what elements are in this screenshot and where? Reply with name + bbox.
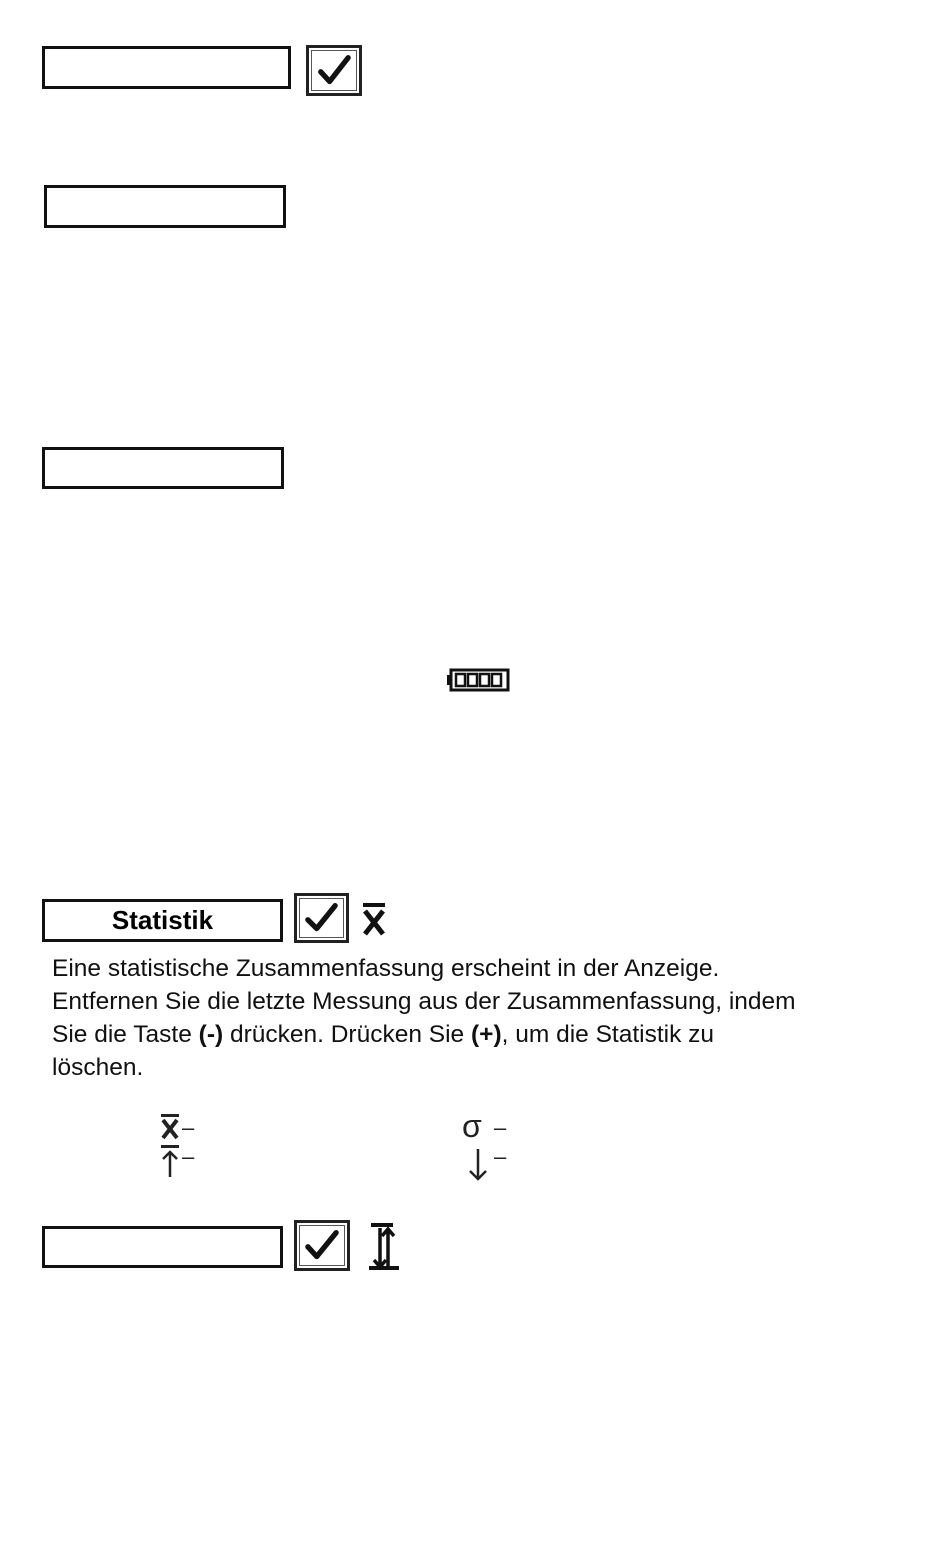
- mean-symbol-icon: [160, 1113, 180, 1139]
- range-arrows-icon: [366, 1222, 402, 1272]
- sigma-dash: –: [494, 1115, 507, 1140]
- statistik-line-3-post: , um die Statistik zu: [501, 1021, 715, 1048]
- battery-icon: [446, 668, 510, 692]
- min-dash: –: [494, 1144, 507, 1169]
- check-mark-icon: [294, 1220, 350, 1271]
- statistik-line-3-pre: Sie die Taste: [52, 1021, 199, 1048]
- mean-dash: –: [182, 1115, 195, 1140]
- display-box-1: [42, 46, 291, 89]
- statistik-line-2: Entfernen Sie die letzte Messung aus der Zusammenfassung, indem: [52, 988, 796, 1015]
- max-arrow-icon: [160, 1144, 180, 1178]
- sigma-symbol-icon: σ: [462, 1108, 482, 1144]
- statistik-line-4: löschen.: [52, 1054, 144, 1081]
- statistik-line-3: [52, 1018, 922, 1051]
- display-box-5: [42, 1226, 283, 1268]
- statistik-description: [52, 952, 922, 1084]
- minus-key-label: (-): [198, 1021, 224, 1048]
- statistik-box: [42, 899, 283, 942]
- min-arrow-icon: [467, 1148, 489, 1182]
- display-box-2: [44, 185, 286, 228]
- display-box-3: [42, 447, 284, 489]
- statistik-line-3-mid: drücken. Drücken Sie: [223, 1021, 471, 1048]
- check-mark-icon: [294, 893, 349, 943]
- max-dash: –: [182, 1144, 195, 1169]
- statistik-box-label: Statistik: [111, 905, 214, 935]
- statistik-line-1: Eine statistische Zusammenfassung erscheint in der Anzeige.: [52, 955, 720, 982]
- check-mark-icon: [306, 45, 362, 96]
- x-bar-icon: [360, 902, 388, 936]
- plus-key-label: (+): [470, 1021, 502, 1048]
